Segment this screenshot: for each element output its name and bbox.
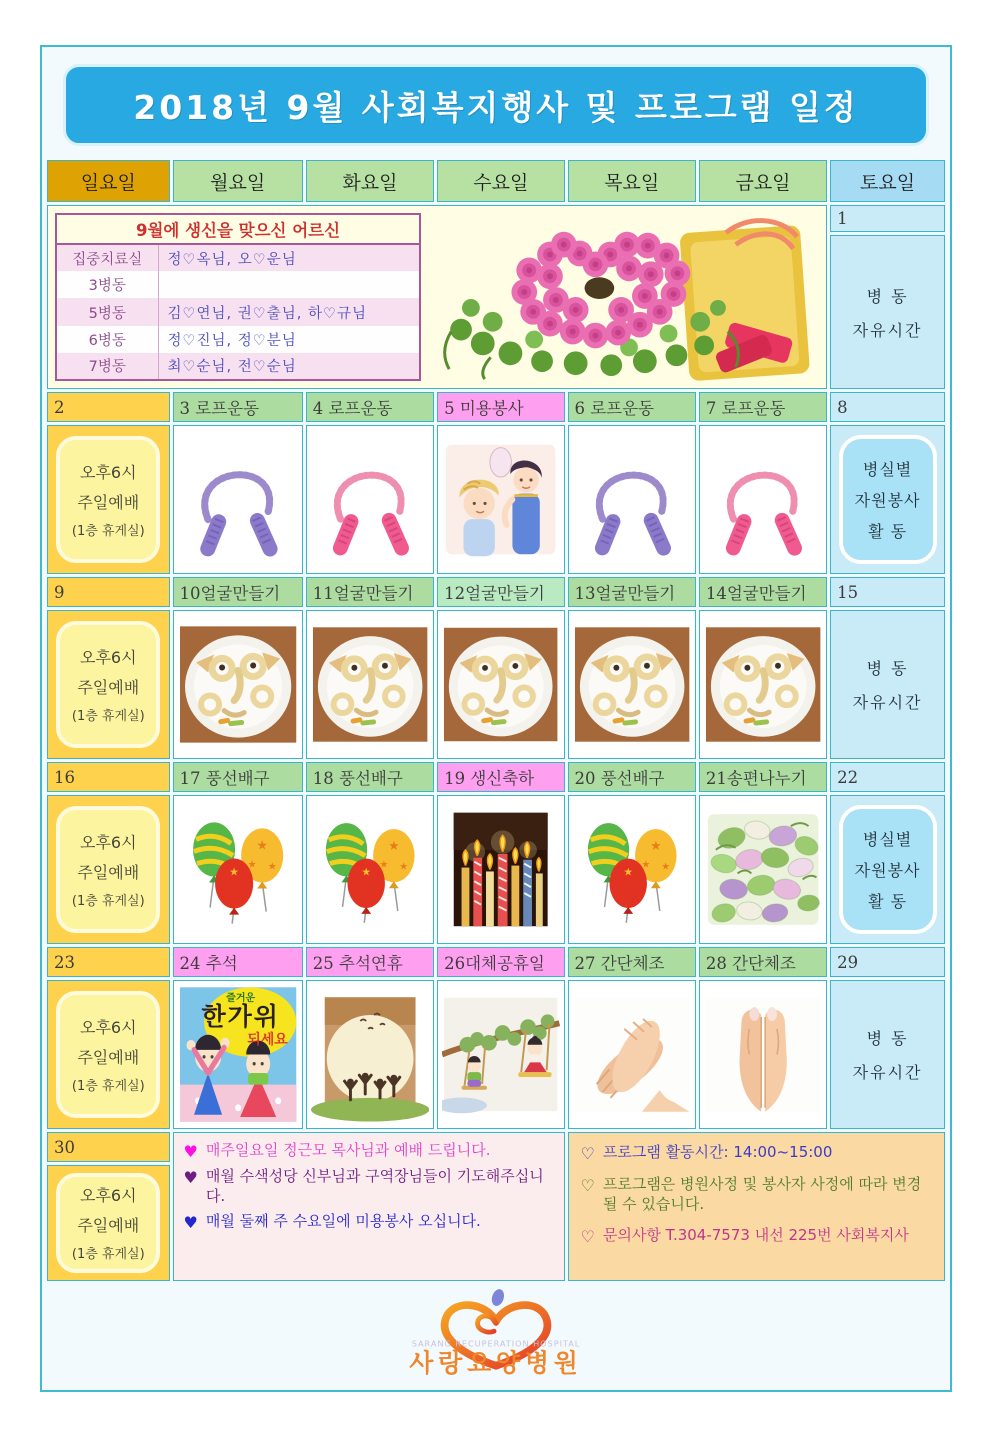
volunteer-line: 활 동: [868, 891, 908, 911]
free-time-line: 병 동: [866, 286, 909, 306]
service-line: 오후6시: [79, 1018, 137, 1037]
date-cell-30: 30: [47, 1132, 170, 1162]
day-header-row: [47, 160, 945, 202]
balloon-volleyball-image: [568, 795, 696, 944]
sunday-service-box: [56, 436, 160, 564]
service-line: 주일예배: [77, 863, 140, 882]
free-time-line: 자유시간: [852, 693, 923, 712]
beauty-service-image: [437, 425, 564, 574]
date-cell-13: 13얼굴만들기: [568, 577, 696, 607]
day-header-saturday: 토요일: [830, 160, 945, 202]
note-item: [581, 1143, 932, 1164]
birthday-table: [55, 213, 421, 381]
face-making-plate-image: [306, 610, 434, 759]
ward-free-time-cell: [830, 235, 945, 389]
heart-outline-icon: ♡: [580, 1176, 595, 1196]
birthday-candles-image: [437, 795, 564, 944]
heart-icon: ♥: [183, 1142, 198, 1161]
volunteer-box: [839, 805, 937, 934]
note-item: [581, 1226, 932, 1247]
note-text: 매주일요일 정근모 목사님과 예배 드립니다.: [205, 1141, 491, 1159]
logo-name: 사랑요양병원: [409, 1348, 583, 1378]
table-row: [56, 326, 420, 353]
table-row: [56, 271, 420, 298]
date-cell-19: 19 생신축하: [437, 762, 564, 792]
ward-label: 집중치료실: [56, 244, 158, 271]
service-line: 오후6시: [79, 648, 137, 667]
service-line: 주일예배: [77, 1216, 140, 1236]
ward-label: 5병동: [56, 298, 158, 325]
volunteer-line: 자원봉사: [854, 490, 921, 510]
rope-exercise-image: [699, 425, 827, 574]
date-cell-15: 15: [830, 577, 945, 607]
service-line: 오후6시: [79, 1186, 137, 1206]
page-title: 2018년 9월 사회복지행사 및 프로그램 일정: [63, 64, 929, 146]
note-text: 문의사항 T.304-7573 내선 225번 사회복지사: [602, 1225, 909, 1244]
sunday-service-cell: [47, 795, 170, 944]
week-row-1: [47, 205, 945, 389]
table-row: [56, 244, 420, 271]
day-header-sunday: 일요일: [47, 160, 170, 202]
birthday-names: 정♡진님, 정♡분님: [167, 332, 297, 349]
sunday-service-cell: [47, 980, 170, 1129]
calendar-frame: [40, 45, 952, 1392]
sunday-service-cell: [47, 610, 170, 759]
birthday-board-cell: [47, 205, 827, 389]
sunday-service-cell: [47, 425, 170, 574]
rose-heart-bouquet-image: [427, 213, 821, 381]
date-cell-21: 21송편나누기: [699, 762, 827, 792]
heart-icon: ♥: [183, 1168, 198, 1188]
date-cell-28: 28 간단체조: [699, 947, 827, 977]
date-cell-5: 5 미용봉사: [437, 392, 564, 422]
ward-label: 6병동: [56, 326, 158, 353]
date-cell-16: 16: [47, 762, 170, 792]
notes-left-panel: [173, 1132, 565, 1281]
face-making-plate-image: [437, 610, 564, 759]
day-header-friday: 금요일: [699, 160, 827, 202]
note-item: [184, 1167, 554, 1207]
week-row-5: [47, 947, 945, 1129]
saturday-volunteer-cell: [830, 425, 945, 574]
ward-free-time-cell: [830, 980, 945, 1129]
hand-exercise-image: [568, 980, 696, 1129]
volunteer-line: 자원봉사: [854, 860, 921, 880]
ward-free-time-cell: [830, 610, 945, 759]
sunday-service-box: [56, 621, 160, 749]
birthday-names: 정♡옥님, 오♡운님: [167, 251, 297, 268]
date-cell-18: 18 풍선배구: [306, 762, 434, 792]
date-cell-8: 8: [830, 392, 945, 422]
note-item: [184, 1141, 554, 1162]
birthday-names: 최♡순님, 전♡순님: [167, 359, 297, 376]
week-row-4: [47, 762, 945, 944]
birthday-title: 9월에 생신을 맞으신 어르신: [56, 214, 420, 244]
free-time-line: 자유시간: [852, 1063, 923, 1082]
rope-exercise-image: [568, 425, 696, 574]
service-line: (1층 휴게실): [71, 524, 145, 539]
saturday-volunteer-cell: [830, 795, 945, 944]
service-line: (1층 휴게실): [71, 709, 145, 724]
face-making-plate-image: [173, 610, 303, 759]
songpyeon-image: [699, 795, 827, 944]
note-item: [581, 1175, 932, 1215]
swing-image: [437, 980, 564, 1129]
week-row-2: [47, 392, 945, 574]
date-cell-7: 7 로프운동: [699, 392, 827, 422]
note-text: 프로그램 활동시간: 14:00~15:00: [602, 1143, 833, 1161]
volunteer-line: 병실별: [862, 829, 913, 849]
week-row-3: [47, 577, 945, 759]
notes-right-panel: [568, 1132, 945, 1281]
date-cell-17: 17 풍선배구: [173, 762, 303, 792]
chuseok-greeting-image: [173, 980, 303, 1129]
hospital-logo: [47, 1284, 945, 1386]
date-cell-9: 9: [47, 577, 170, 607]
title-area: [47, 52, 945, 160]
free-time-line: 병 동: [866, 1029, 909, 1048]
sunday-service-box: [56, 806, 160, 934]
note-item: [184, 1212, 554, 1233]
service-line: (1층 휴게실): [71, 1079, 145, 1094]
ward-label: 7병동: [56, 353, 158, 380]
sunday-service-box: [56, 991, 160, 1119]
date-cell-3: 3 로프운동: [173, 392, 303, 422]
volunteer-line: 병실별: [862, 459, 913, 479]
chuseok-sub-text: 되세요: [247, 1032, 288, 1048]
ward-label: 3병동: [56, 271, 158, 298]
balloon-volleyball-image: [173, 795, 303, 944]
date-cell-1: 1: [830, 205, 945, 232]
service-line: 오후6시: [79, 463, 137, 482]
birthday-names: [158, 271, 420, 298]
week-row-6: [47, 1132, 945, 1281]
balloon-volleyball-image: [306, 795, 434, 944]
clasped-hands-image: [699, 980, 827, 1129]
saturday-1-column: [830, 205, 945, 389]
free-time-line: 병 동: [866, 659, 909, 678]
day-header-wednesday: 수요일: [437, 160, 564, 202]
free-time-line: 자유시간: [852, 320, 923, 340]
service-line: 주일예배: [77, 678, 140, 697]
date-cell-14: 14얼굴만들기: [699, 577, 827, 607]
date-cell-23: 23: [47, 947, 170, 977]
date-cell-20: 20 풍선배구: [568, 762, 696, 792]
date-cell-11: 11얼굴만들기: [306, 577, 434, 607]
date-cell-2: 2: [47, 392, 170, 422]
day-header-thursday: 목요일: [568, 160, 696, 202]
date-cell-29: 29: [830, 947, 945, 977]
date-cell-27: 27 간단체조: [568, 947, 696, 977]
date-cell-12: 12얼굴만들기: [437, 577, 564, 607]
service-line: (1층 휴게실): [71, 1247, 145, 1263]
note-text: 프로그램은 병원사정 및 봉사자 사정에 따라 변경될 수 있습니다.: [602, 1175, 922, 1213]
date-cell-26: 26대체공휴일: [437, 947, 564, 977]
rope-exercise-image: [173, 425, 303, 574]
face-making-plate-image: [699, 610, 827, 759]
note-text: 매월 수색성당 신부님과 구역장님들이 기도해주십니다.: [205, 1167, 544, 1205]
birthday-names: 김♡연님, 권♡출님, 하♡규님: [167, 305, 367, 322]
chuseok-small-text: 즐거운: [226, 993, 256, 1004]
sunday-service-box: [56, 1173, 160, 1272]
sunday-service-cell: [47, 1165, 170, 1281]
date-cell-4: 4 로프운동: [306, 392, 434, 422]
day-header-tuesday: 화요일: [306, 160, 434, 202]
face-making-plate-image: [568, 610, 696, 759]
date-cell-24: 24 추석: [173, 947, 303, 977]
date-cell-25: 25 추석연휴: [306, 947, 434, 977]
heart-outline-icon: ♡: [580, 1226, 595, 1246]
note-text: 매월 둘째 주 수요일에 미용봉사 오십니다.: [205, 1211, 481, 1230]
date-cell-10: 10얼굴만들기: [173, 577, 303, 607]
rope-exercise-image: [306, 425, 434, 574]
logo-caption: SARANG RECUPERATION HOSPITAL: [411, 1338, 581, 1349]
service-line: (1층 휴게실): [71, 894, 145, 909]
service-line: 주일예배: [77, 493, 140, 512]
chuseok-main-text: 한가위: [201, 1002, 280, 1031]
service-line: 주일예배: [77, 1048, 140, 1067]
table-row: [56, 298, 420, 325]
full-moon-image: [306, 980, 434, 1129]
volunteer-box: [839, 435, 937, 564]
day-header-monday: 월요일: [173, 160, 303, 202]
table-row: [56, 353, 420, 380]
service-line: 오후6시: [79, 833, 137, 852]
date-cell-6: 6 로프운동: [568, 392, 696, 422]
heart-icon: ♥: [183, 1212, 198, 1232]
date-cell-22: 22: [830, 762, 945, 792]
volunteer-line: 활 동: [868, 521, 908, 541]
heart-outline-icon: ♡: [580, 1144, 595, 1163]
